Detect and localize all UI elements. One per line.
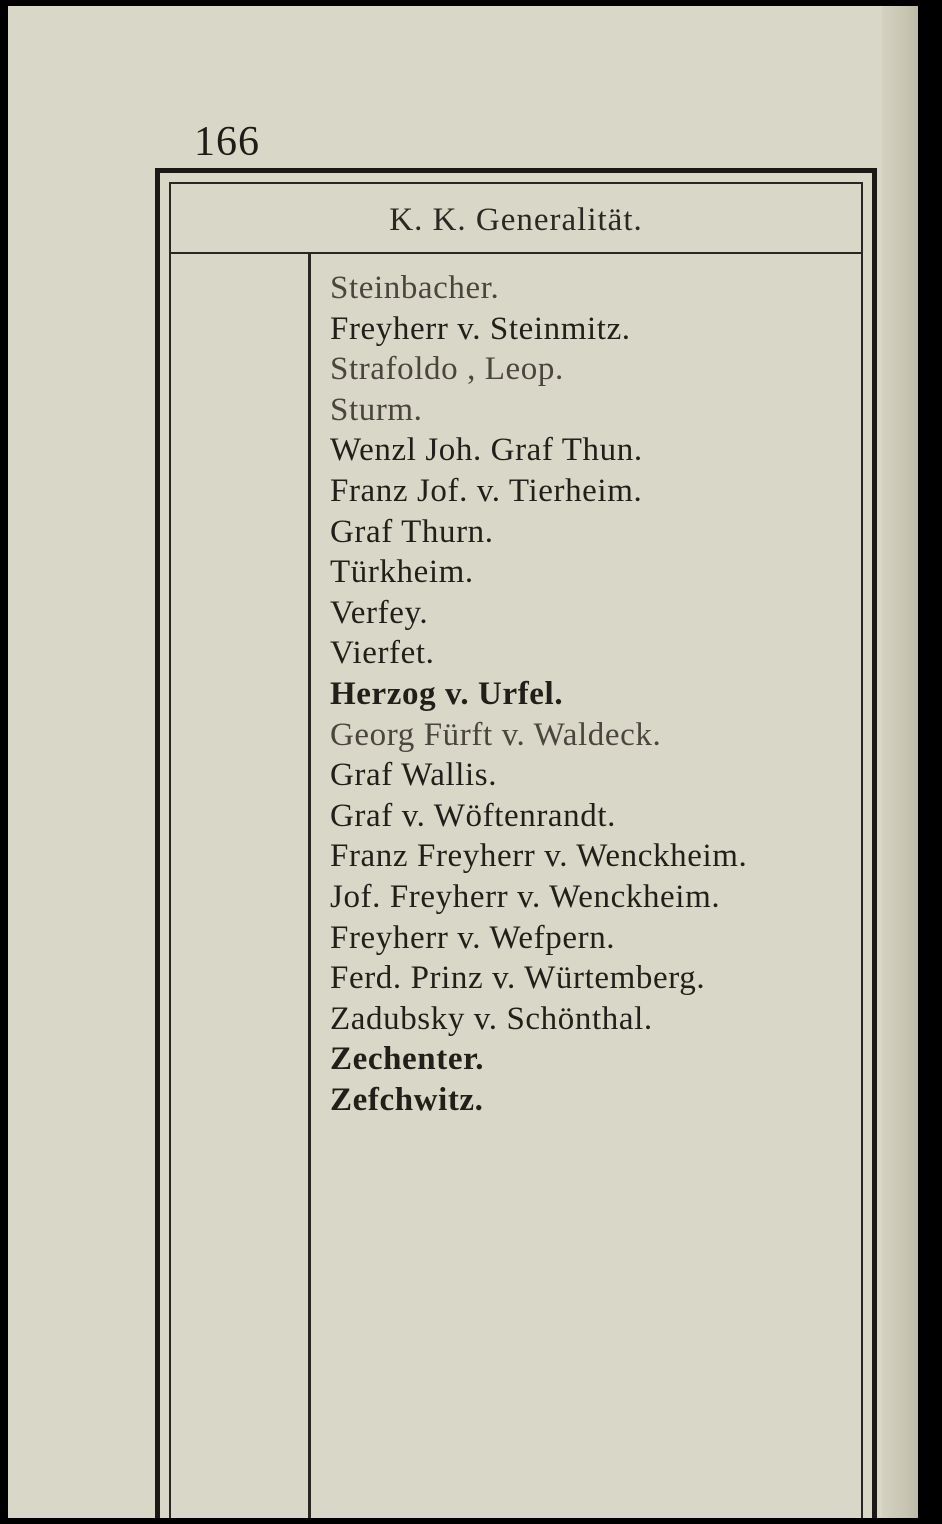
list-item: Verfey. bbox=[330, 594, 429, 631]
list-item: Strafoldo , Leop. bbox=[330, 351, 564, 388]
table-frame bbox=[155, 168, 877, 1518]
list-item: Ferd. Prinz v. Würtemberg. bbox=[330, 960, 706, 997]
book-page bbox=[8, 6, 918, 1518]
list-item: Steinbacher. bbox=[330, 270, 500, 306]
list-item: Franz Freyherr v. Wenckheim. bbox=[330, 838, 748, 875]
list-item: Freyherr v. Steinmitz. bbox=[330, 310, 631, 347]
list-item: Graf Thurn. bbox=[330, 513, 494, 550]
page-gutter bbox=[882, 6, 918, 1518]
page-number: 166 bbox=[194, 119, 260, 165]
list-item: Jof. Freyherr v. Wenckheim. bbox=[330, 878, 721, 915]
list-item: Zefchwitz. bbox=[330, 1081, 484, 1118]
name-list bbox=[330, 268, 747, 1120]
list-item: Graf v. Wöftenrandt. bbox=[330, 797, 616, 834]
table-title: K. K. Generalität. bbox=[389, 201, 643, 238]
list-item: Zechenter. bbox=[330, 1041, 485, 1078]
list-item: Freyherr v. Wefpern. bbox=[330, 919, 616, 956]
list-item: Franz Jof. v. Tierheim. bbox=[330, 472, 643, 509]
column-divider bbox=[308, 254, 311, 1518]
list-item: Graf Wallis. bbox=[330, 757, 498, 794]
list-item: Wenzl Joh. Graf Thun. bbox=[330, 432, 643, 469]
list-item: Georg Fürft v. Waldeck. bbox=[330, 716, 662, 753]
table-header bbox=[171, 184, 861, 254]
table-inner-frame bbox=[169, 182, 863, 1518]
list-item: Zadubsky v. Schönthal. bbox=[330, 1000, 653, 1037]
list-item: Sturm. bbox=[330, 391, 423, 428]
list-item: Herzog v. Urfel. bbox=[330, 675, 564, 712]
list-item: Türkheim. bbox=[330, 554, 474, 591]
list-item: Vierfet. bbox=[330, 635, 435, 672]
